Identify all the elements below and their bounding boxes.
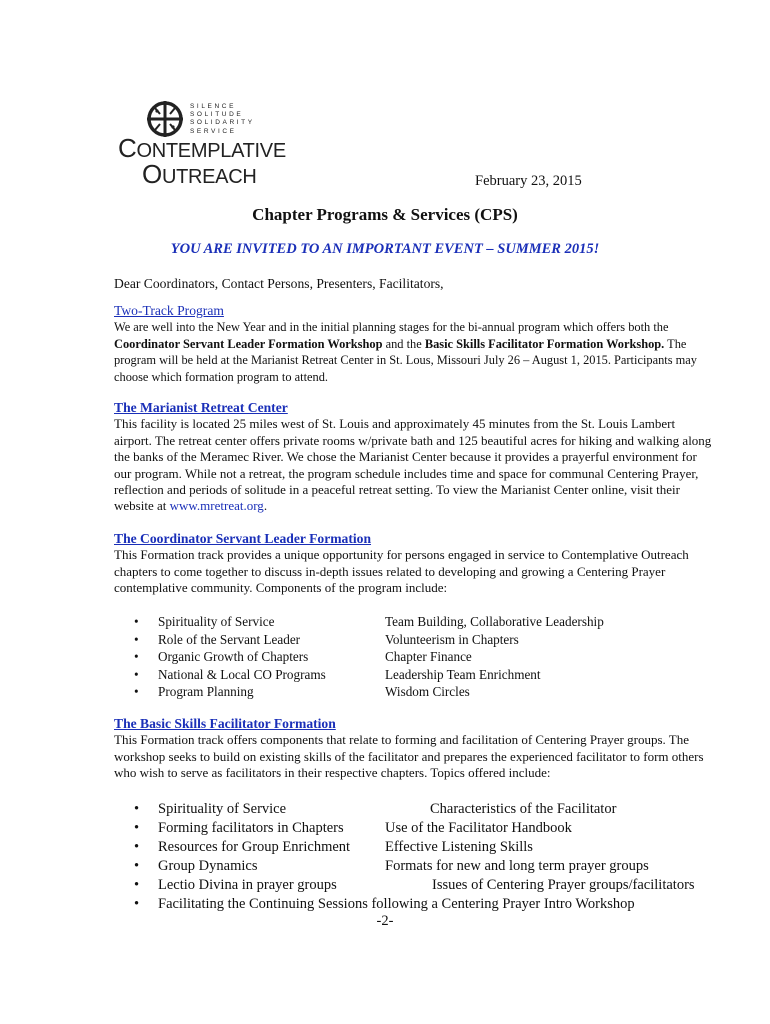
- list-item: • Group Dynamics Formats for new and long term prayer groups: [114, 857, 635, 876]
- list-item: • National & Local CO Programs: [114, 666, 326, 684]
- wordmark-outreach: UTREACH: [161, 166, 257, 188]
- list-item: • Forming facilitators in Chapters Use of the Facilitator Handbook: [114, 819, 635, 838]
- marianist-heading: The Marianist Retreat Center: [114, 400, 288, 415]
- coordinator-workshop-name: Coordinator Servant Leader Formation Workshop: [114, 336, 383, 351]
- contemplative-outreach-logo-icon: [146, 100, 184, 138]
- basic-skills-list: [114, 800, 695, 914]
- coordinator-list-col2: [385, 613, 604, 701]
- logo-tagline: [190, 103, 255, 136]
- basic-skills-section: [114, 716, 714, 782]
- list-item: • Spirituality of Service Characteristics of the Facilitator: [114, 800, 635, 819]
- tagline-silence: SILENCE: [190, 103, 237, 110]
- page-number: -2-: [376, 913, 394, 929]
- wordmark-cap-c: C: [118, 133, 137, 163]
- wordmark-contemplative: ONTEMPLATIVE: [136, 140, 286, 162]
- list-item: • Organic Growth of Chapters: [114, 648, 326, 666]
- list-item: Chapter Finance: [385, 649, 472, 665]
- list-item: • Lectio Divina in prayer groups Issues of Centering Prayer groups/facilitators: [114, 876, 635, 895]
- mretreat-link[interactable]: www.mretreat.org: [169, 498, 264, 514]
- tagline-solidarity: SOLIDARITY: [190, 119, 255, 127]
- basic-skills-workshop-name: Basic Skills Facilitator Formation Workshop.: [424, 336, 665, 351]
- marianist-section: [114, 400, 714, 515]
- salutation: Dear Coordinators, Contact Persons, Presenters, Facilitators,: [114, 276, 444, 291]
- list-item: Leadership Team Enrichment: [385, 666, 541, 682]
- two-track-heading: Two-Track Program: [114, 303, 224, 318]
- list-item: Wisdom Circles: [385, 684, 470, 700]
- coordinator-text: This Formation track provides a unique opportunity for persons engaged in service to Contemplative Outreach chapters to come together to discuss in-depth issues related to developing and growing a Centering Prayer contemplative community. Components of the program include:: [114, 547, 689, 596]
- coordinator-list-col1: [114, 613, 326, 701]
- list-item: • Resources for Group Enrichment Effective Listening Skills: [114, 838, 635, 857]
- basic-skills-heading: The Basic Skills Facilitator Formation: [114, 716, 336, 731]
- invite-banner: YOU ARE INVITED TO AN IMPORTANT EVENT – SUMMER 2015!: [170, 241, 600, 257]
- logo-wordmark: [118, 133, 286, 189]
- two-track-section: [114, 303, 714, 385]
- tagline-solitude: SOLITUDE: [190, 111, 244, 119]
- coordinator-section: [114, 531, 714, 597]
- letter-date: February 23, 2015: [475, 173, 582, 189]
- list-item: • Program Planning: [114, 683, 326, 701]
- list-item: • Facilitating the Continuing Sessions following a Centering Prayer Intro Workshop: [114, 895, 635, 914]
- basic-skills-text: This Formation track offers components that relate to forming and facilitation of Centering Prayer groups. The workshop seeks to build on existing skills of the facilitator and prepares the experienced facilitator to form others who wish to serve as facilitators in their respective chapters. Topics offered include:: [114, 732, 704, 781]
- two-track-text: We are well into the New Year and in the initial planning stages for the bi-annual program which offers both the Coordinator Servant Leader Formation Workshop and the Basic Skills Facilitator Formation Workshop. The program will be held at the Marianist Retreat Center in St. Lous, Missouri July 26 – August 1, 2015. Participants may choose which formation program to attend.: [114, 320, 697, 384]
- list-item: Volunteerism in Chapters: [385, 631, 519, 647]
- list-item: Team Building, Collaborative Leadership: [385, 614, 604, 629]
- page-title: Chapter Programs & Services (CPS): [252, 205, 518, 224]
- marianist-text: This facility is located 25 miles west of St. Louis and approximately 45 minutes from the St. Louis Lambert airport. The retreat center offers private rooms w/private bath and 125 beautiful acres for hiking and walking along the banks of the Meramec River. We chose the Marianist Center because it provides a prayerful environment for our program. While not a retreat, the program schedule includes time and space for communal Centering Prayer, reflection and periods of solitude in a peaceful retreat setting. To view the Marianist Center online, visit their website at www.mretreat.org.: [114, 416, 712, 514]
- list-item: • Spirituality of Service: [114, 613, 326, 631]
- coordinator-heading: The Coordinator Servant Leader Formation: [114, 531, 372, 546]
- wordmark-cap-o: O: [142, 159, 162, 189]
- tagline-service: SERVICE: [190, 127, 237, 135]
- list-item: • Role of the Servant Leader: [114, 631, 326, 649]
